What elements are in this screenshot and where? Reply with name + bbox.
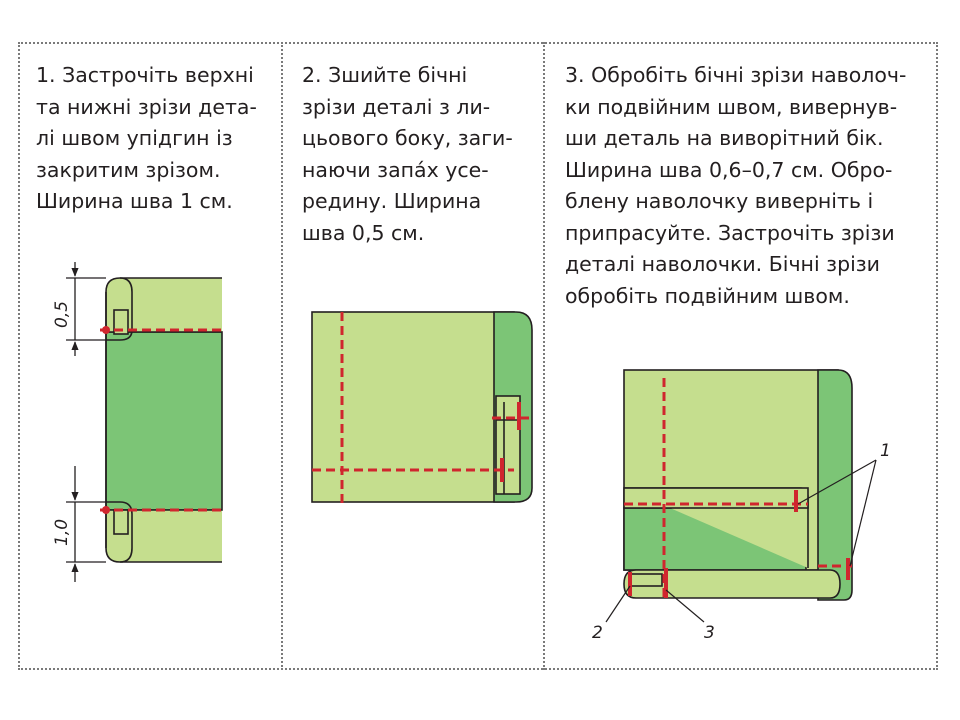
- step-3-line: 3. Обробіть бічні зрізи наволоч-: [565, 63, 907, 87]
- dimension-bottom-label: 1,0: [52, 518, 72, 546]
- step-3-line: обробіть подвійним швом.: [565, 283, 850, 308]
- step-2-line: цьового боку, заги-: [302, 126, 513, 150]
- step-3-line: Ширина шва 0,6–0,7 см. Обро-: [565, 157, 893, 182]
- stitch-end: [517, 402, 521, 430]
- stitch-end: [664, 568, 668, 598]
- step-3-line: ки подвійним швом, вивернув-: [565, 94, 898, 119]
- stitch-end: [500, 458, 504, 482]
- step-2-line: наючи запа́х усе-: [302, 157, 489, 182]
- diagram-2-side-seam: [312, 312, 532, 502]
- step-2-line: 2. Зшийте бічні: [302, 63, 468, 87]
- step-3-line: припрасуйте. Застрочіть зрізи: [565, 220, 895, 245]
- step-3-line: блену наволочку виверніть і: [565, 189, 874, 213]
- step-1-line: Ширина шва 1 см.: [36, 189, 233, 213]
- stitch-end: [794, 490, 798, 512]
- stitch-end: [102, 506, 110, 514]
- stitch-end: [846, 558, 850, 580]
- step-1-line: лі швом упідгин із: [36, 126, 233, 150]
- step-2-line: шва 0,5 см.: [302, 220, 425, 245]
- callout-3-label: 3: [704, 623, 715, 643]
- step-1-line: та нижні зрізи дета-: [36, 94, 257, 119]
- stitch-end: [628, 572, 632, 596]
- step-2-line: редину. Ширина: [302, 189, 482, 213]
- callout-1-label: 1: [880, 441, 891, 461]
- step-1-line: закритим зрізом.: [36, 157, 221, 182]
- step-1-line: 1. Застрочіть верхні: [36, 63, 254, 87]
- step-3-line: ши деталь на виворітний бік.: [565, 126, 884, 150]
- fabric-middle: [106, 332, 222, 510]
- diagram-1-dimensions: [66, 262, 106, 582]
- step-2-line: зрізи деталі з ли-: [302, 94, 491, 119]
- stitch-end: [102, 326, 110, 334]
- dimension-top-label: 0,5: [52, 300, 72, 328]
- callout-2-label: 2: [592, 623, 603, 643]
- diagram-1-hem-seams: [106, 278, 222, 562]
- step-3-line: деталі наволочки. Бічні зрізи: [565, 252, 881, 276]
- diagram-3-double-seam: [624, 370, 852, 600]
